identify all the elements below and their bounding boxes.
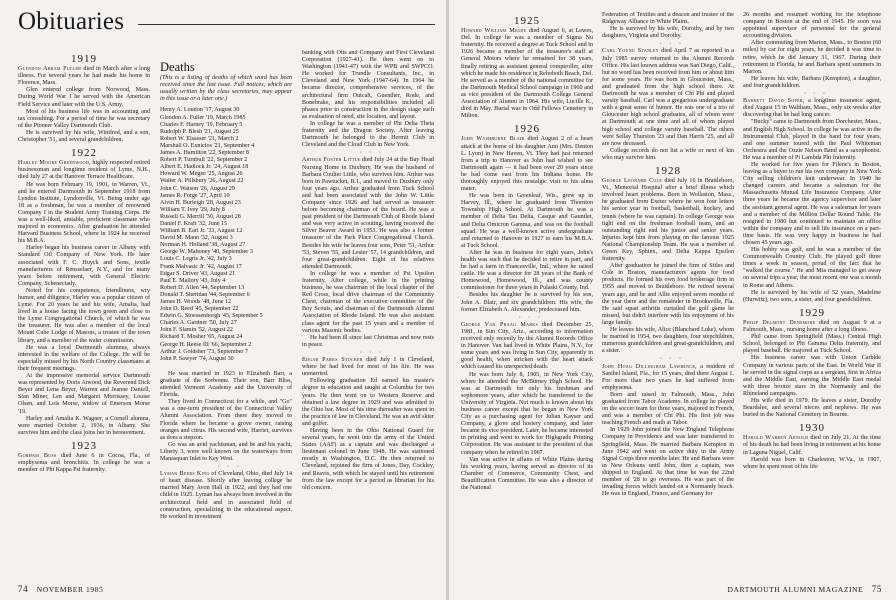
decedent-name: George Leonard Cole bbox=[602, 178, 663, 185]
death-list-entry: Walter A. Pillsbury '26, August 22 bbox=[160, 178, 244, 185]
death-list-entry: James A. Hamilton '22, September 8 bbox=[160, 150, 249, 157]
death-list-entry: Robert D. Allen '44, September 13 bbox=[160, 284, 245, 291]
obituary-paragraph: Besides his daughter he is survived by his son, John A. Blair, and six grandchildren. His wife, the former Elizabeth A. Alexander, predeceased him. bbox=[461, 292, 593, 313]
page-number: 75 bbox=[871, 584, 882, 594]
section-separator: ◦ ◦ ◦ bbox=[659, 356, 685, 363]
right-page bbox=[449, 0, 896, 600]
decedent-name: Harley Moore Greenwood, bbox=[18, 160, 91, 167]
obituary-paragraph: John Hoag Dillingham Lawrence, a resident of Sanibel Island, Fla., for 15 years, died there August 1. For more than two years he had suffered from emphysema. bbox=[602, 363, 734, 391]
right-column-1 bbox=[461, 12, 593, 576]
decedent-name: Arthur Foster Little bbox=[302, 157, 361, 164]
death-list-entry: Arthur J. Goldsher '73, September 7 bbox=[160, 348, 248, 355]
obituary-paragraph: Howard William Megee died August 6, at Lewes, Del. In college he was a member of Sigma Nu fraternity. He received a degree at Tuck School and in 1926 became a member of the treasurer's staff at General Motors where he remained for 38 years, finally retiring as assistant general comptroller, after which he made his residence in Rehoboth Beach, Del. He served as a member of the national committee for the Dartmouth Medical School campaign in 1960 and as vice president of the Dartmouth College General Association of Alumni in 1964. His wife, Lucille K., died in May. Burial was in Odd Fellows Cemetery in Milton. bbox=[461, 28, 593, 120]
obituary-paragraph: College records do not list a wife or next of kin who may survive him. bbox=[602, 147, 734, 161]
obituary-paragraph: Barrett David Soper, a longtime insurance agent, died August 15 in Waltham, Mass., only six weeks after discovering that he had lung cancer. bbox=[743, 98, 881, 119]
section-separator: ◦ ◦ ◦ bbox=[659, 41, 685, 48]
obituary-paragraph: He was born February 19, 1901, in Warren, Vt., and he entered Dartmouth in September 1918 from Lyndon Institute, Lyndonville, Vt. Being under age 18 as a freshman, he was a member of renowned Company I in the Student Army Training Corps. He was a well-liked, amiable, proficient classmate who majored in economics. After graduation he attended Harvard Business School, where in 1924 he received his M.B.A. bbox=[18, 181, 150, 245]
obituary-paragraph: Go was an avid yachtsman, and he and his yacht, Liberty 3, were well known on the waterways from Manasquan Inlet to Key West. bbox=[160, 441, 292, 462]
obituary-paragraph: Phil came from Springfield (Mass.) Central High School, belonged to Phi Gamma Delta fraternity, and played baseball. He majored at Tuck School. bbox=[743, 334, 881, 355]
obituary-paragraph: He worked for five years for Filene's in Boston, leaving as a buyer to run his own company in New York City selling children's knit underwear. In 1940 he changed careers and became a salesman for the Massachusetts Mutual Life Insurance Company. After three years he became the agency supervisor and later the assistant general agent. He was a salesman for years and a member of the Million Dollar Round Table. He resigned in 1980 but continued to maintain an office within the company and to sell life insurance on a part-time basis. He was very happy in business he had chosen 45 years ago. bbox=[743, 161, 881, 246]
obituary-paragraph: He leaves his wife, Alice (Blanchard Luke), whom he married in 1954, two daughters, four stepchildren, numerous grandchildren and great-grandchildren, and a sister. bbox=[602, 327, 734, 355]
title-rule bbox=[138, 24, 435, 25]
death-list-entry: William B. Earl Jr. '33, August 12 bbox=[160, 228, 243, 235]
class-year-heading: 1926 bbox=[514, 123, 540, 136]
deaths-heading: Deaths bbox=[160, 60, 195, 74]
death-list-entry: Donald T. Sheridan '44, September 6 bbox=[160, 291, 250, 298]
left-page bbox=[0, 0, 447, 600]
class-year-heading: 1919 bbox=[71, 53, 97, 65]
right-column-2 bbox=[602, 12, 734, 576]
section-separator: ◦ ◦ ◦ bbox=[217, 464, 243, 471]
obituary-paragraph: Harley Moore Greenwood, highly respected retired businessman and longtime resident of Lyme, N.H., died July 27 at the Hanover Terrace Healthcare. bbox=[18, 160, 150, 181]
death-list-entry: Howard W. Megee '25, August 26 bbox=[160, 171, 243, 178]
death-list-entry: Marshall O. Exnicios '21, September 4 bbox=[160, 142, 255, 149]
obituary-paragraph: He is survived by his wife of 52 years, Madeline (Hurwitz), two sons, a sister, and four grandchildren. bbox=[743, 289, 881, 303]
obituary-paragraph: After he was in business for eight years, John's health was such that he decided to retire in part, and he had a farm in Francesville, Ind., where he raised cattle. He was a director for 28 years of the Bank of Homewood, Homewood, Ill., and was county commissioner for three years in Pulaski County, Ind. bbox=[461, 249, 593, 292]
page-title: Obituaries bbox=[18, 8, 125, 35]
decedent-name: Howard William Megee bbox=[461, 28, 527, 35]
obituary-paragraph: Following graduation Ed earned his master's degree in education and taught at Columbia for two years. He then went on to Western Reserve and obtained a law degree in 1929 and was admitted to the Ohio bar. Most of his time thereafter was spent in the practice of law in Cleveland. He was an avid skier and golfer. bbox=[302, 378, 434, 427]
obituary-paragraph: They lived in Connecticut for a while, and "Go" was a one-term president of the Connecticut Valley Alumni Association. From there they moved to Florida where he became a grove owner, raising oranges and citrus. His second wife, Harriet, survives as does a stepson. bbox=[160, 399, 292, 441]
death-list-entry: Russell G. Merrill '30, August 28 bbox=[160, 213, 241, 220]
class-year-heading: 1928 bbox=[655, 164, 681, 177]
death-list-entry: John D. Reed '45, September 22 bbox=[160, 306, 239, 313]
class-year-heading: 1930 bbox=[799, 422, 825, 435]
obituary-paragraph: Harold Warren Arnold died on July 21. At the time of his death he had been living in retirement at his home in Laguna Niguel, Calif. bbox=[743, 435, 881, 456]
class-year-heading: 1925 bbox=[514, 15, 540, 27]
death-list-entry: Charles A. Gardner '50, July 27 bbox=[160, 320, 237, 327]
class-year-heading: 1929 bbox=[799, 306, 825, 319]
left-column-3 bbox=[302, 50, 434, 576]
death-list-entry: George W. Mahoney '40, September 3 bbox=[160, 249, 253, 256]
obituary-paragraph: Having been in the Ohio National Guard for several years, he went into the army of the United States (AAF) as a captain and was discharged a lieutenant colonel in June 1948. He was stationed mostly in Washington, D.C. He then returned to Cleveland, rejoined the firm of Jones, Day, Cockley, and Reavis, with which he stayed until his retirement from the law except for a period as librarian for his old concern. bbox=[302, 427, 434, 491]
obituary-paragraph: He was born July 8, 1905, in New York City, where he attended the McBurney High School. He was at Dartmouth for only his freshman and sophomore years, after which he transferred to the University of Virginia. Not much is known about his business career except that he began in New York City as a purchasing agent for Julian Kayser and Company, a glove and hosiery company, and later became its vice president. Later, he became interested in printing and went to work for Highgrade Printing Corporation. He was assistant to the president of that company when he retired in 1967. bbox=[461, 371, 593, 456]
obituary-paragraph: Van was active in affairs of White Plains during his working years, having served as director of its Chamber of Commerce, Community Chest, and Beautification Committee. He was also a director of the National bbox=[461, 456, 593, 491]
death-list-entry: Louis C. Legris Jr. '42, July 3 bbox=[160, 256, 232, 263]
decedent-name: George Van Praag Marks bbox=[461, 321, 539, 328]
obituary-paragraph: Federation of Textiles and a deacon and trustee of the Ridgeway Alliance in White Plains. bbox=[602, 12, 734, 26]
decedent-name: Lyman Beers King bbox=[160, 471, 210, 478]
death-list-entry: Paul E. Mallory '43, July 4 bbox=[160, 277, 226, 284]
decedent-name: Gorham Buss bbox=[18, 452, 57, 459]
obituary-paragraph: He had been ill since last Christmas and now rests in peace. bbox=[302, 334, 434, 348]
deaths-intro: (This is a listing of deaths of which word has been received since the last issue. Full notices, which are usually written by the class secretaries, may appear in this issue or a later one.) bbox=[160, 75, 292, 103]
death-list-entry: Richard T. Mosher '65, August 24 bbox=[160, 334, 243, 341]
obituary-paragraph: Harley began his business career in Albany with Standard Oil Company of New York. He later associated with F. C. Huyck and Sons, textile manufacturers of Rensselaer, N.Y., and for many years before retirement, with General Electric Company, Schenectady. bbox=[18, 245, 150, 287]
obituary-paragraph: Edgar Parks Stocker died July 1 in Cleveland, where he had lived for most of his life. He was unmarried. bbox=[302, 357, 434, 378]
page-footer-right bbox=[728, 584, 882, 594]
class-year-heading: 1923 bbox=[71, 439, 97, 452]
page-number: 74 bbox=[18, 584, 29, 594]
obituary-paragraph: Harold was born in Charleston, W.Va., in 1907, where he spent most of his life bbox=[743, 456, 881, 470]
class-year-heading: 1922 bbox=[71, 147, 97, 160]
issue-date: NOVEMBER 1985 bbox=[36, 585, 104, 594]
obituary-paragraph: banking with Otis and Company and First Cleveland Corporation (1927-41). He then went on to Washington (1941-47) with the WPB and SWPCO. He worked for Trundle Consultants, Inc., in Cleveland and New York (1947-64). In 1964 he became director, comprehensive services, of the architectural firm Outcalt, Guenther, Rode, and Bonebrake, and his responsibilities included all phases prior to construction in the design stage such as evaluation of need, site location, and layout. bbox=[302, 50, 434, 120]
obituary-paragraph: He is survived by his wife, Dorothy, and by two daughters, Virginia and Dorothy. bbox=[602, 26, 734, 40]
death-list-entry: Albert E. Hadlock Jr. '24, August 18 bbox=[160, 164, 249, 171]
left-column-1 bbox=[18, 50, 150, 576]
death-list-entry: George H. Reese III '66, September 2 bbox=[160, 341, 252, 348]
obituary-paragraph: "Bucky" came to Dartmouth from Dorchester, Mass., and English High School. In college he was active in the Instrumental Club, played in the band for four years, and one summer toured with the Paul Whiteman Orchestra and the Ozzie Nelson Band as a saxophonist. He was a member of Pi Lambda Phi fraternity. bbox=[743, 119, 881, 161]
obituary-paragraph: He is survived by his wife, Winifred, and a son, Christopher '51, and several grandchildren. bbox=[18, 129, 150, 144]
obituary-paragraph: He was a loyal Dartmouth alumnus, always interested in the welfare of the College. He will be especially missed by his North Country classmates at their frequent meetings. bbox=[18, 344, 150, 372]
obituary-paragraph: In college he was a member of Psi Upsilon fraternity. After college, while in the printing business, he was chairman of the local chapter of the Red Cross, local drive chairman of the Community Chest, chairman of the executive committee of the Boy Scouts, and chairman of the Dartmouth Alumni Association of Rhode Island. He was also assistant class agent for the past 15 years and a member of various Masonic bodies. bbox=[302, 270, 434, 334]
section-separator: ◦ ◦ ◦ bbox=[359, 150, 385, 157]
death-list-entry: James H. Woods '48, June 12 bbox=[160, 299, 232, 305]
obituary-paragraph: John Washburne Blair died August 2 of a heart attack at the home of his daughter Ann (Mrs. Denton L. Lyon) in New Haven, Vt. They had just returned from a trip to Hanover as John had wished to see Dartmouth again — it had been over 20 years since he had come east from his Indiana home. He thoroughly enjoyed this nostalgic visit to his alma mater. bbox=[461, 136, 593, 193]
obituary-paragraph: His hobby was golf, and he was a member of the Commonwealth Country Club. He played golf three times a week in season, proud of the fact that he "walked the course." He and Mia managed to get away on several trips a year, the most recent one was a month in Rome and Athens. bbox=[743, 247, 881, 289]
death-list-entry: Henry A. Loudon '17, August 30 bbox=[160, 107, 240, 114]
obituary-paragraph: George Van Praag Marks died December 25, 1981, in Sun City, Ariz., according to information received only recently by the Alumni Records Office in Hanover. Van had lived in White Plains, N.Y., for some years and was living in Sun City, apparently in good health, when stricken with the heart attack which caused his unexpected death. bbox=[461, 321, 593, 371]
death-list-entry: Charles F. Harney '19, February 5 bbox=[160, 121, 243, 128]
obituary-paragraph: After graduation he joined the firm of Stiles and Cole in Boston, manufacturers agents for food products. He formed his own food brokerage firm in 1955 and moved to Brattleboro. He retired several years ago, and he and Allie enjoyed seven months of the year there and the remainder in Brooksville, Fla. He said squat arthritis curtailed the golf game he missed, but didn't interfere with his enjoyment of his large family. bbox=[602, 263, 734, 326]
obituary-paragraph: Glen entered college from Norwood, Mass. During World War I he served with the American Field Service and later with the U.S. Army. bbox=[18, 87, 150, 108]
obituary-paragraph: He was married in 1923 to Elizabeth Barr, a graduate of the Sorbonne. Their son, Barr Bliss, attended Vermont Academy and the University of Florida. bbox=[160, 370, 292, 399]
decedent-name: Carl Young Stanley bbox=[602, 48, 659, 55]
death-list-entry: Daniel F. Kraft '32, June 15 bbox=[160, 220, 228, 227]
magazine-name: DARTMOUTH ALUMNI MAGAZINE bbox=[727, 585, 864, 594]
death-list-entry: Robert P. Turnbull '22, September 2 bbox=[160, 157, 248, 164]
decedent-name: Edgar Parks Stocker bbox=[302, 357, 363, 364]
obituary-paragraph: At the impressive memorial service Dartmouth was represented by Doris Atwood, the Reverend Dick Beyer and Lena Beyer, Warren and Jeanne Daniell, Stan Miner, Len and Margaret Morrissey, Louise Olsen, and Lois Morse, widow of Emerson Morse '19. bbox=[18, 373, 150, 415]
obituary-paragraph: Carl Young Stanley died April 7 as reported in a July 1985 survey returned to the Alumni Records Office. His last known address was San Diego, Calif., but no word has been received from him or about him for some years. He was born in Gloucester, Mass., and graduated from the high school there. At Dartmouth he was a member of Chi Phi and played varsity baseball. Carl was a gregarious undergraduate with a great sense of humor. He was one of a trio of Gloucester high school graduates, all of whom were at Dartmouth at one time and all of whom played high school and college varsity baseball. The others were Sellay Thurston '23 and Dan Harris '25, and all are now deceased. bbox=[602, 48, 734, 147]
obituary-paragraph: Most of his business life was in accounting and tax consulting. For a period of time he was secretary of the Pioneer Valley Dartmouth Club. bbox=[18, 108, 150, 129]
obituary-paragraph: His wife died in 1979. He leaves a sister, Dorothy Beardslee, and several nieces and nephews. He was buried in the National Cemetery in Bourne. bbox=[743, 397, 881, 419]
death-list-entry: Robert W. Elsasser '21, March 2 bbox=[160, 135, 239, 142]
section-separator: ◦ ◦ ◦ bbox=[359, 349, 385, 356]
section-separator: ◦ ◦ ◦ bbox=[518, 314, 544, 321]
obituary-paragraph: 26 months and resumed working for the telephone company in Boston at the end of 1945. He soon was appointed supervisor of personnel for the general accounting division. bbox=[743, 12, 881, 40]
death-list-entry: Edgar S. Driver '43, August 21 bbox=[160, 270, 236, 277]
death-list-entry: John P. Sawyer '74, August 30 bbox=[160, 355, 234, 362]
obituary-paragraph: Gorham Buss died June 6 in Cocoa, Fla., of emphysema and bronchitis. In college he was a member of Phi Kappa Psi fraternity. bbox=[18, 452, 150, 474]
obituary-paragraph: Lyman Beers King of Cleveland, Ohio, died July 14 of heart disease. Shortly after leaving college he married Mary Avon Hall in 1922, and they had one child in 1925. Lyman has always been involved in the architectural field and in associated field of construction, specializing in the educational aspect. He worked in investment bbox=[160, 471, 292, 520]
obituary-paragraph: He leaves his wife, Barbara (Kempton), a daughter, and four grandchildren. bbox=[743, 75, 881, 89]
decedent-name: Barrett David Soper, bbox=[743, 98, 805, 105]
decedent-name: Glendon Abram Fuller bbox=[18, 66, 82, 73]
death-list-entry: Alvin H. Burleigh '28, August 23 bbox=[160, 199, 241, 206]
death-list-entry: John F. Slamin '52, August 22 bbox=[160, 327, 233, 334]
death-list-entry: John C. Watson '26, August 29 bbox=[160, 185, 235, 192]
obituary-paragraph: In 1929 John joined the New England Telephone Company in Providence and was later transferred to Springfield, Mass. He married Barbara Kempton in June 1942 and went on active duty in the Army Signal Corps three months later. He and Barbara were in New Orleans until John, then a captain, was shipped to England. At that time he was the 22nd member of '28 to go overseas. He was part of the invading forces which landed on a Normandy beach. He was in England, France, and Germany for bbox=[602, 427, 734, 498]
decedent-name: John Hoag Dillingham Lawrence, bbox=[602, 363, 697, 370]
death-list-entry: William T. Ivey '29, July 8 bbox=[160, 206, 225, 213]
death-list-entry: Rudolph P. Blesh '21, August 25 bbox=[160, 128, 239, 135]
obituary-paragraph: Harley and Amalia K. Wagner, a Cornell alumna, were married October 2, 1936, in Albany. She survives him and the class joins her in bereavement. bbox=[18, 415, 150, 436]
obituary-paragraph: Philip Delmont Densmore died on August 9 at a Falmouth, Mass., nursing home after a long illness. bbox=[743, 319, 881, 334]
deaths-list bbox=[160, 107, 292, 362]
decedent-name: Harold Warren Arnold bbox=[743, 435, 809, 442]
obituary-paragraph: He was born in Greenleaf, Wis., grew up in Harvey, Ill., where he graduated from Thornton Township High School. At Dartmouth he was a member of Delta Tau Delta, Casque and Gauntlet, and Delta Omicron Gamma, and was on the football squad. He was a well-known active undergraduate and returned to Hanover in 1927 to earn his M.B.A. at Tuck School. bbox=[461, 193, 593, 249]
death-list-entry: Edwin G. Stoessenhorgh '45, September 5 bbox=[160, 313, 263, 320]
death-list-entry: James R. Forge '27, April 10 bbox=[160, 192, 230, 199]
decedent-name: Philip Delmont Densmore bbox=[743, 319, 816, 326]
obituary-paragraph: Born and raised in Falmouth, Mass., John graduated from Tabor Academy. In college he played on the soccer team for three years, majored in French, and was a member of Chi Phi. His first job was teaching French and math at Tabor. bbox=[602, 391, 734, 427]
right-column-3 bbox=[743, 12, 881, 576]
section-separator: ◦ ◦ ◦ bbox=[803, 91, 829, 98]
obituary-paragraph: George Leonard Cole died July 16 in Brattleboro, Vt., Memorial Hospital after a brief illness which involved heart problems. Born in Wollaston, Mass., he graduated from Exeter where he won four letters his senior year in football, basketball, hockey, and tennis (where he was captain). In college George was tight end on the freshman football team, and an outstanding right end his junior and senior years. Injuries kept him from playing on the famous 1925 National Championship Team. He was a member of Green Key, Sphinx, and Delta Kappa Epsilon fraternity. bbox=[602, 178, 734, 263]
death-list-entry: David M. Mann '32, August 3 bbox=[160, 235, 233, 242]
left-column-2 bbox=[160, 50, 292, 576]
obituary-paragraph: His business career was with Union Carbide Company in various parts of the East. In World War II he served in the signal corps as a sergeant, first in Africa and the Middle East, earning the Middle East medal with three bronze stars in the Normandy and the Rhineland campaigns. bbox=[743, 355, 881, 397]
death-list-entry: Norman H. Holland '38, August 27 bbox=[160, 242, 246, 249]
obituary-paragraph: Noted for his competence, friendliness, wry humor, and diligence, Harley was a popular citizen of Lyme. For 20 years he and his wife, Amalia, had lived in a house facing the town green and close to the Lyme Congregational Church, of which he was the treasurer. He was also a member of the local Mount Cube Lodge of Masons, a trustee of the town library, and a member of the water commission. bbox=[18, 287, 150, 344]
obituary-paragraph: After commuting from Marion, Mass., to Boston (60 miles) by car for eight years, he decided it was time to retire, which he did January 31, 1967. During their retirement in Florida, he and Barbara spent summers in Marion. bbox=[743, 40, 881, 75]
obituary-paragraph: In college he was a member of Phi Delta Theta fraternity and the Dragon Society. After leaving Dartmouth he belonged to the Hermit Club in Cleveland and the Cloud Club in New York. bbox=[302, 120, 434, 149]
decedent-name: John Washburne Blair bbox=[461, 136, 525, 143]
death-list-entry: Glendon A. Fuller '19, March 1985 bbox=[160, 114, 246, 121]
obituary-paragraph: Glendon Abram Fuller died in March after a long illness. For several years he had made his home in Florence, Mass. bbox=[18, 66, 150, 87]
death-list-entry: Frank Malvasic Jr. '42, August 17 bbox=[160, 263, 242, 270]
page-footer-left bbox=[18, 584, 103, 594]
obituary-paragraph: Arthur Foster Little died July 24 at the Bay Head Nursing Home in Duxbury. He was the husband of Barbara Coulter Little, who survives him. Arthur was born in Pawtucket, R.I., and moved to Duxbury only four years ago. Arthur graduated from Tuck School and had been associated with the John W. Little Company since 1926 and had served as treasurer before becoming chairman of the board. He was a past president of the Dartmouth Club of Rhode Island and was very active in scouting, having received the Silver Beaver Award in 1953. He was also a former treasurer of the Park Place Congregational Church. Besides his wife he leaves four sons, Peter '51, Arthur '53, Steven '55, and Lester '57, 14 grandchildren, and four great-grandchildren. Eight of his relatives attended Dartmouth. bbox=[302, 157, 434, 270]
